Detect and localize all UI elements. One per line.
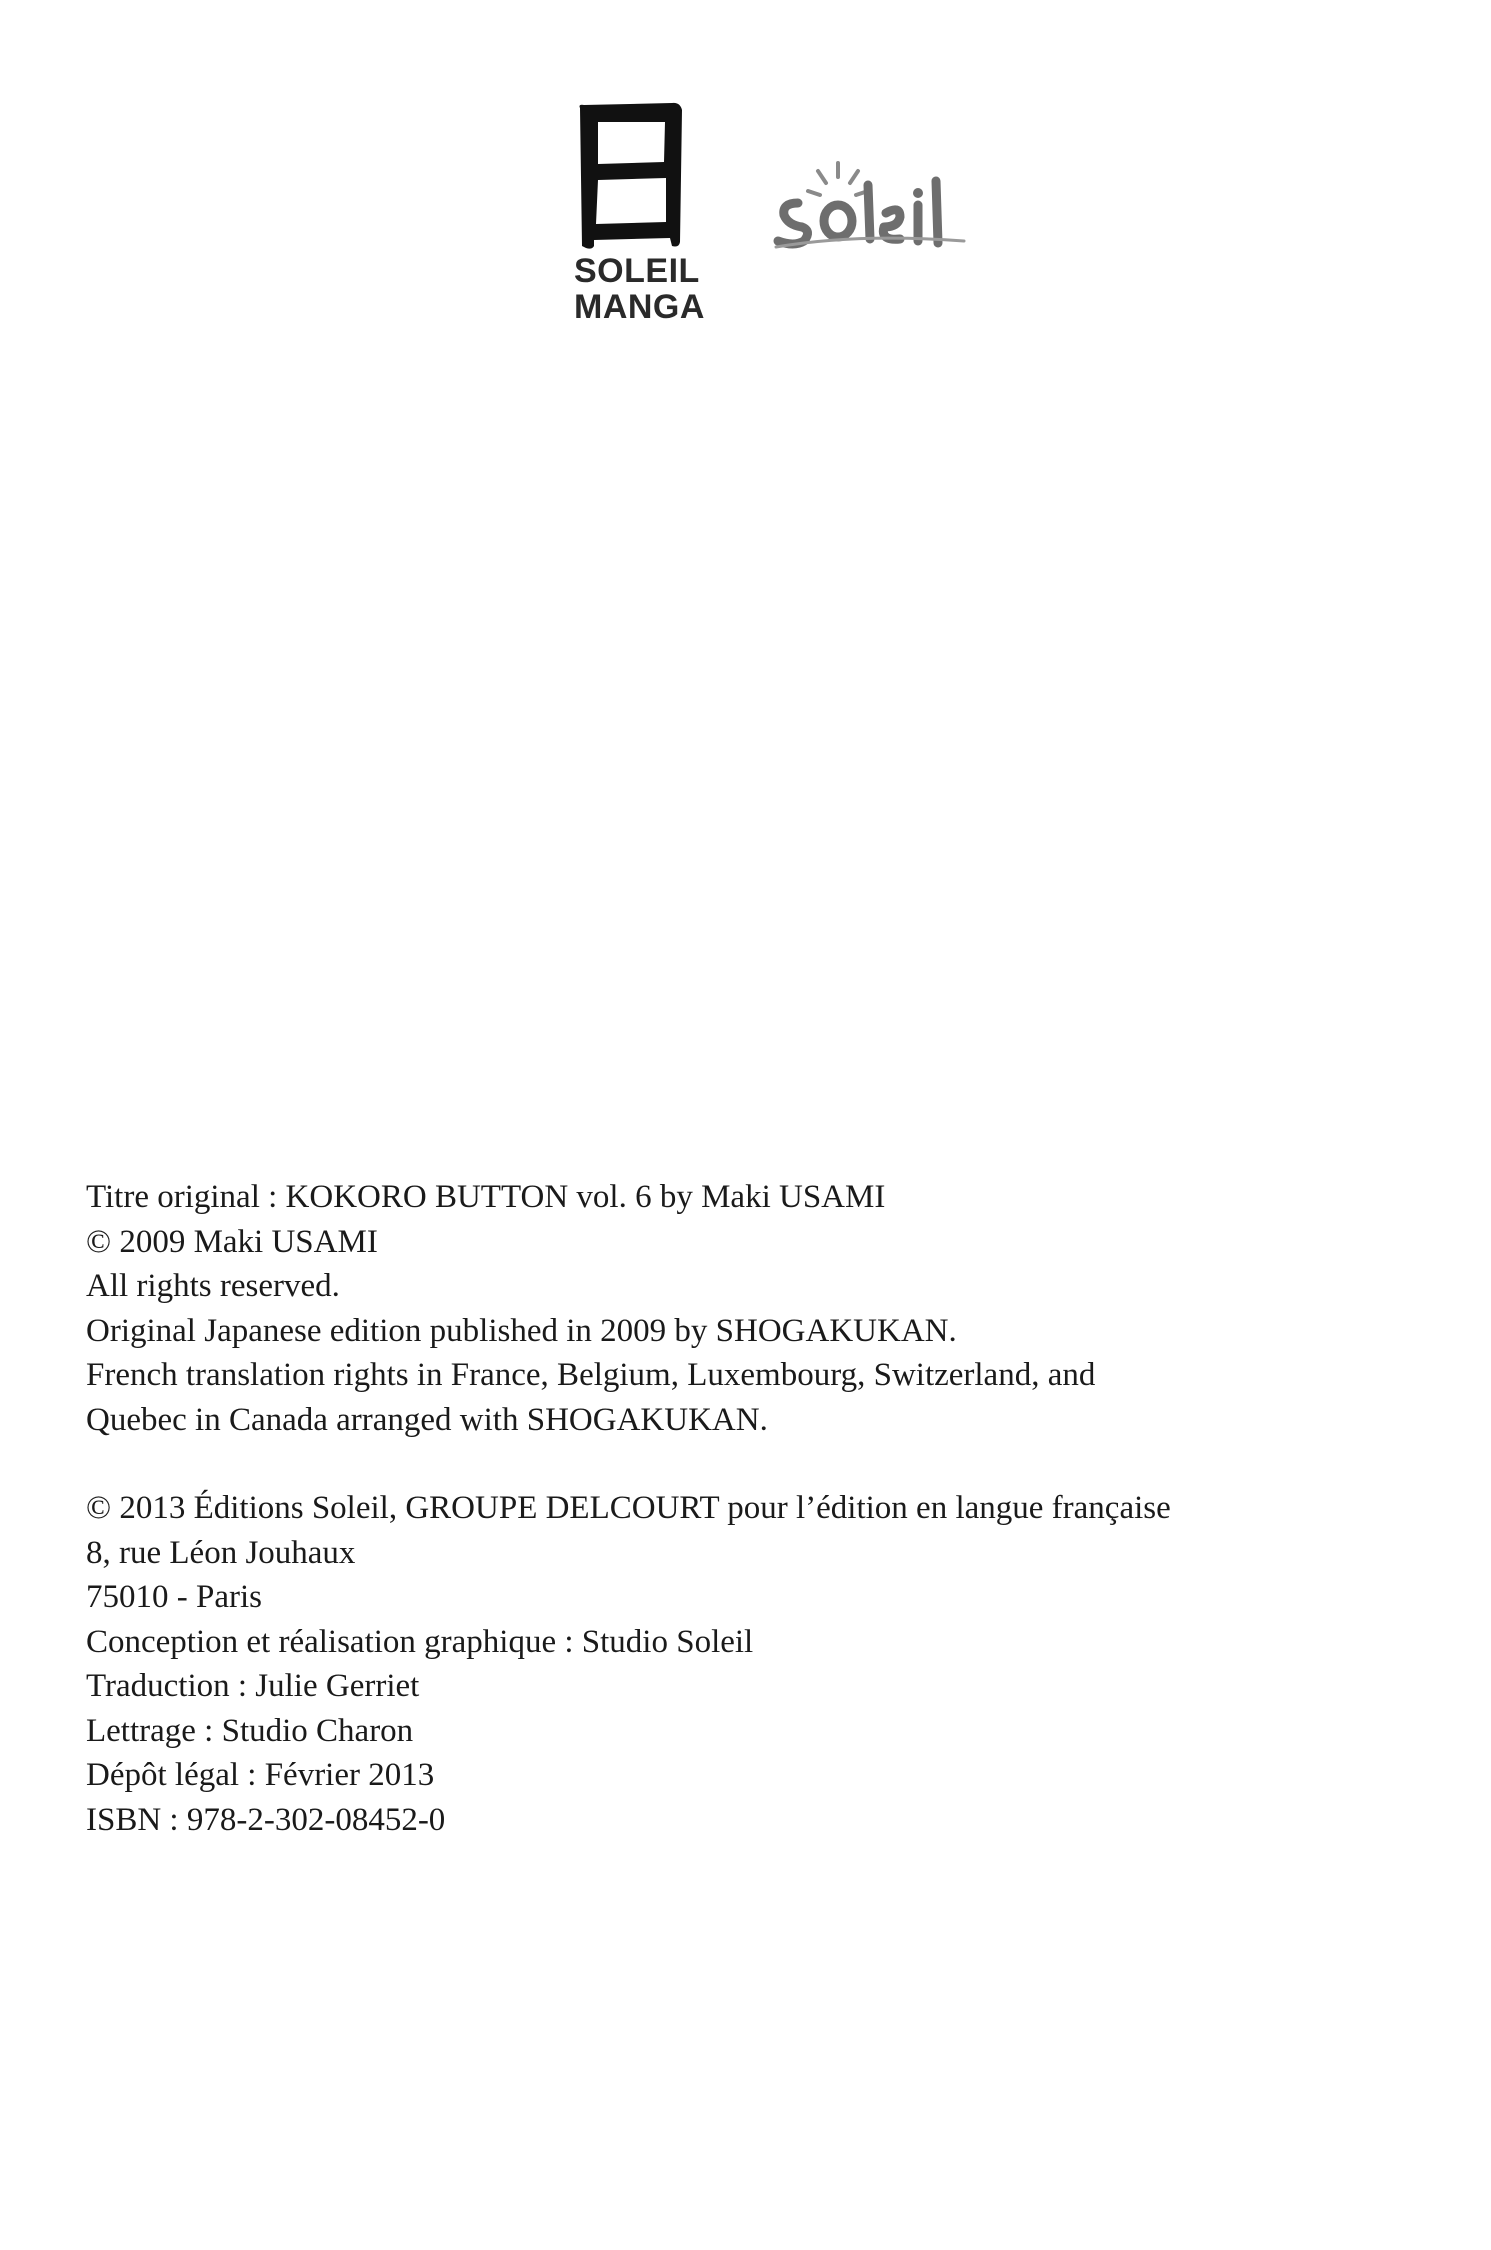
credit-author-copyright: © 2009 Maki USAMI [86, 1223, 378, 1260]
sun-kanji-icon [572, 100, 687, 250]
soleil-script-logo [768, 155, 968, 255]
copyright-credits [86, 1175, 1426, 1842]
publisher-logos [560, 100, 960, 340]
logo-text-manga: MANGA [574, 288, 705, 326]
credit-legal-deposit: Dépôt légal : Février 2013 [86, 1757, 435, 1793]
credit-original-edition: Original Japanese edition published in 2009 by SHOGAKUKAN. [86, 1312, 957, 1349]
credit-lettering: Lettrage : Studio Charon [86, 1712, 414, 1749]
credit-design: Conception et réalisation graphique : Studio Soleil [86, 1623, 754, 1660]
soleil-manga-logo [560, 100, 705, 326]
credit-translation-rights-cont: Quebec in Canada arranged with SHOGAKUKAN. [86, 1401, 768, 1438]
credit-translation-rights: French translation rights in France, Belgium, Luxembourg, Switzerland, and [86, 1357, 1096, 1393]
credit-translation: Traduction : Julie Gerriet [86, 1668, 420, 1704]
credit-address-street: 8, rue Léon Jouhaux [86, 1534, 356, 1571]
credit-address-city: 75010 - Paris [86, 1579, 262, 1615]
credits-spacer [86, 1442, 1426, 1486]
credit-publisher-copyright: © 2013 Éditions Soleil, GROUPE DELCOURT pour l’édition en langue française [86, 1490, 1171, 1526]
credit-rights-reserved: All rights reserved. [86, 1268, 340, 1304]
credit-isbn: ISBN : 978-2-302-08452-0 [86, 1801, 446, 1838]
credit-original-title: Titre original : KOKORO BUTTON vol. 6 by Maki USAMI [86, 1179, 886, 1215]
logo-text-soleil: SOLEIL [574, 252, 700, 290]
